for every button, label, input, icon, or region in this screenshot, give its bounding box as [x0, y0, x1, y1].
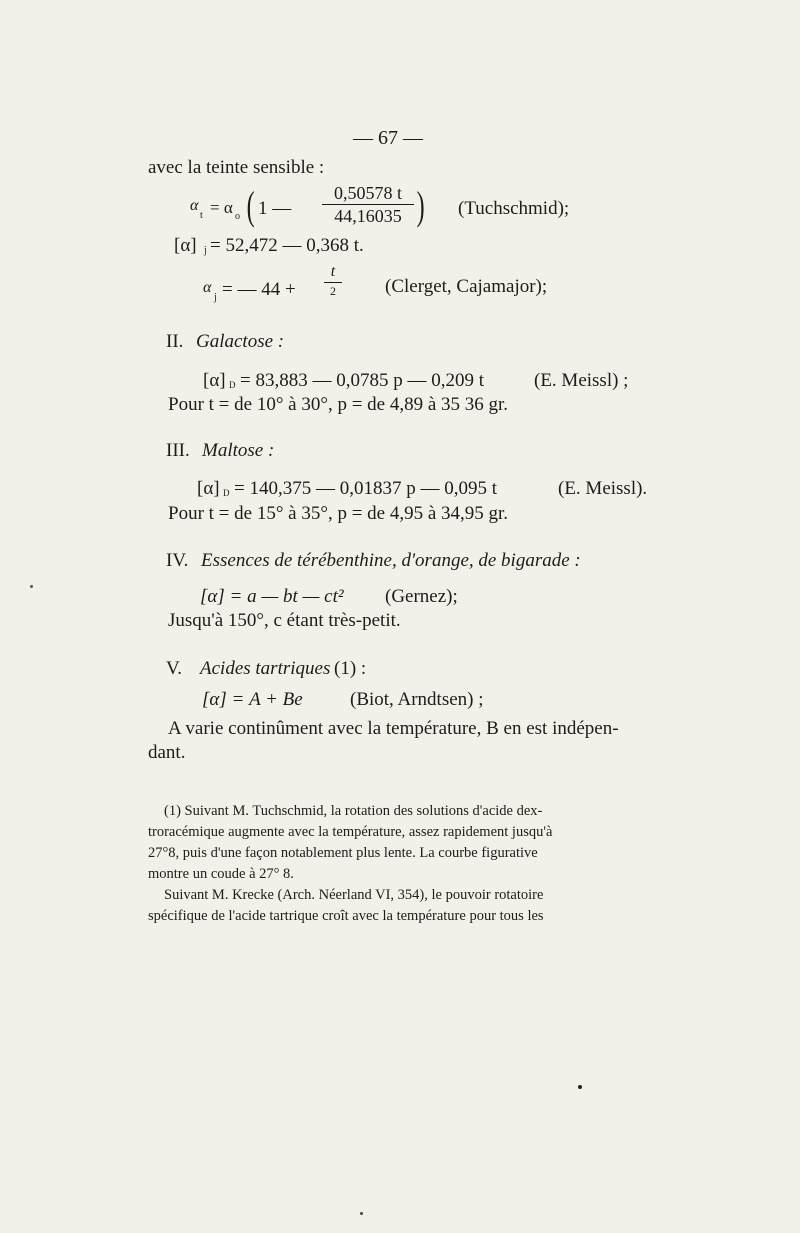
- footnote-line: Suivant M. Krecke (Arch. Néerland VI, 354), le pouvoir rotatoire: [164, 887, 544, 903]
- subscript: j: [204, 245, 207, 256]
- formula: [α] = a — bt — ct²: [200, 586, 344, 607]
- footnote-line: spécifique de l'acide tartrique croît avec la température pour tous les: [148, 908, 544, 924]
- subscript: D: [229, 380, 236, 390]
- footnote-line: 27°8, puis d'une façon notablement plus lente. La courbe figurative: [148, 845, 538, 861]
- footnote-line: montre un coude à 27° 8.: [148, 866, 294, 882]
- section-title: Acides tartriques: [200, 658, 331, 679]
- footnote-line: (1) Suivant M. Tuchschmid, la rotation des solutions d'acide dex-: [164, 803, 543, 819]
- formula-rhs: = — 44 +: [222, 279, 296, 300]
- section-title: Essences de térébenthine, d'orange, de bigarade :: [201, 550, 581, 571]
- formula-rhs: = 140,375 — 0,01837 p — 0,095 t: [234, 478, 497, 499]
- alpha-symbol: α: [190, 197, 199, 214]
- equals-alpha: = α: [210, 198, 233, 217]
- one-minus: 1 —: [258, 198, 292, 219]
- fraction-bar: [322, 204, 414, 205]
- formula-rhs: = 83,883 — 0,0785 p — 0,209 t: [240, 370, 484, 391]
- section-number: IV.: [166, 550, 189, 571]
- intro-text: avec la teinte sensible :: [148, 157, 325, 178]
- author-gernez: (Gernez);: [385, 586, 458, 607]
- range-text: Pour t = de 15° à 35°, p = de 4,95 à 34,95 gr.: [168, 503, 509, 524]
- range-text: Pour t = de 10° à 30°, p = de 4,89 à 35 36 gr.: [168, 394, 509, 415]
- fraction-bar: [324, 282, 342, 283]
- fraction: [322, 184, 414, 225]
- body-text: dant.: [148, 742, 186, 763]
- author-meissl: (E. Meissl) ;: [534, 370, 629, 391]
- fraction: [324, 264, 342, 297]
- footnote-ref: (1) :: [334, 658, 367, 679]
- formula-rhs: = 52,472 — 0,368 t.: [210, 235, 364, 256]
- paren-open: (: [246, 183, 255, 228]
- alpha-symbol: α: [203, 279, 212, 296]
- alpha-bracket: [α]: [174, 235, 197, 256]
- author-clerget: (Clerget, Cajamajor);: [385, 276, 548, 297]
- body-text: A varie continûment avec la température, B en est indépen-: [168, 718, 619, 739]
- subscript: j: [214, 292, 217, 303]
- note-text: Jusqu'à 150°, c étant très-petit.: [168, 610, 401, 631]
- subscript: o: [235, 211, 240, 222]
- section-number: II.: [166, 331, 184, 352]
- denominator: 44,16035: [334, 206, 402, 226]
- author-biot: (Biot, Arndtsen) ;: [350, 689, 484, 710]
- section-number: III.: [166, 440, 190, 461]
- paper-spot: [360, 1212, 363, 1215]
- numerator: t: [330, 263, 336, 280]
- author-meissl: (E. Meissl).: [558, 478, 648, 499]
- formula: [α] = A + Be: [202, 689, 303, 710]
- alpha-bracket: [α]: [203, 370, 226, 391]
- paper-spot: [30, 585, 33, 588]
- page-number: — 67 —: [353, 127, 423, 149]
- numerator: 0,50578 t: [333, 183, 402, 203]
- section-title: Maltose :: [202, 440, 275, 461]
- section-title: Galactose :: [196, 331, 285, 352]
- subscript: t: [200, 210, 203, 221]
- alpha-bracket: [α]: [197, 478, 220, 499]
- section-number: V.: [166, 658, 183, 679]
- paper-spot: [578, 1085, 582, 1089]
- denominator: 2: [330, 284, 336, 298]
- subscript: D: [223, 488, 230, 498]
- author-tuchschmid: (Tuchschmid);: [458, 198, 570, 219]
- footnote-line: troracémique augmente avec la température, assez rapidement jusqu'à: [148, 824, 553, 840]
- paren-close: ): [416, 183, 425, 228]
